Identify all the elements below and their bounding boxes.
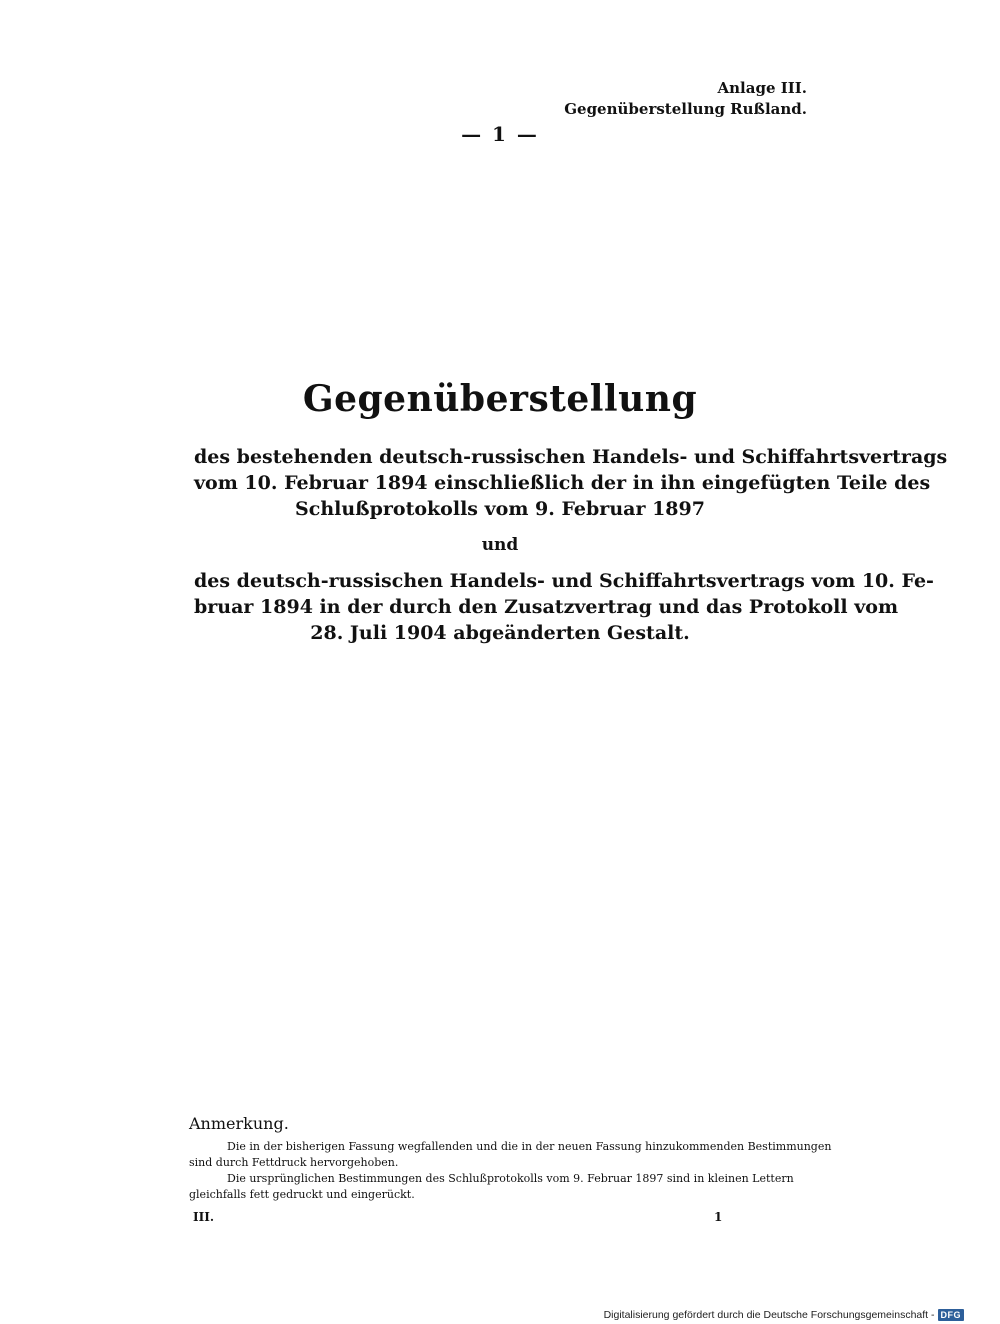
note-line: Die in der bisherigen Fassung wegfallenden und die in der neuen Fassung hinzukommenden Bestimmungen bbox=[227, 1140, 832, 1153]
note-line: gleichfalls fett gedruckt und eingerückt. bbox=[189, 1188, 415, 1201]
note-line: Die ursprünglichen Bestimmungen des Schlußprotokolls vom 9. Februar 1897 sind in kleinen Lettern bbox=[227, 1172, 794, 1185]
digitization-credit bbox=[604, 1309, 964, 1321]
signature-mark-left: III. bbox=[193, 1210, 215, 1224]
note-heading: Anmerkung. bbox=[189, 1114, 289, 1133]
dfg-logo-icon: DFG bbox=[938, 1309, 965, 1321]
paragraph-amended-treaty bbox=[194, 568, 934, 646]
note-line: sind durch Fettdruck hervorgehoben. bbox=[189, 1156, 399, 1169]
paragraph-line: Schlußprotokolls vom 9. Februar 1897 bbox=[295, 498, 705, 520]
credit-text: Digitalisierung gefördert durch die Deutsche Forschungsgemeinschaft - bbox=[603, 1309, 935, 1321]
annex-subtitle: Gegenüberstellung Rußland. bbox=[564, 100, 807, 118]
paragraph-existing-treaty bbox=[194, 444, 948, 522]
annex-label: Anlage III. bbox=[717, 79, 807, 97]
note-text bbox=[189, 1139, 832, 1203]
document-title: Gegenüberstellung bbox=[302, 378, 698, 420]
paragraph-line: bruar 1894 in der durch den Zusatzvertrag und das Protokoll vom bbox=[194, 596, 899, 618]
annotation-note bbox=[189, 1113, 832, 1203]
paragraph-line: vom 10. Februar 1894 einschließlich der in ihn eingefügten Teile des bbox=[194, 472, 931, 494]
paragraph-line: des deutsch-russischen Handels- und Schiffahrtsvertrags vom 10. Fe- bbox=[194, 570, 934, 592]
annex-header bbox=[564, 78, 807, 120]
conjunction: und bbox=[481, 535, 519, 555]
paragraph-line: 28. Juli 1904 abgeänderten Gestalt. bbox=[310, 622, 690, 644]
signature-mark-right: 1 bbox=[714, 1210, 723, 1224]
page-number: — 1 — bbox=[461, 122, 539, 146]
paragraph-line: des bestehenden deutsch-russischen Handels- und Schiffahrtsvertrags bbox=[194, 446, 948, 468]
